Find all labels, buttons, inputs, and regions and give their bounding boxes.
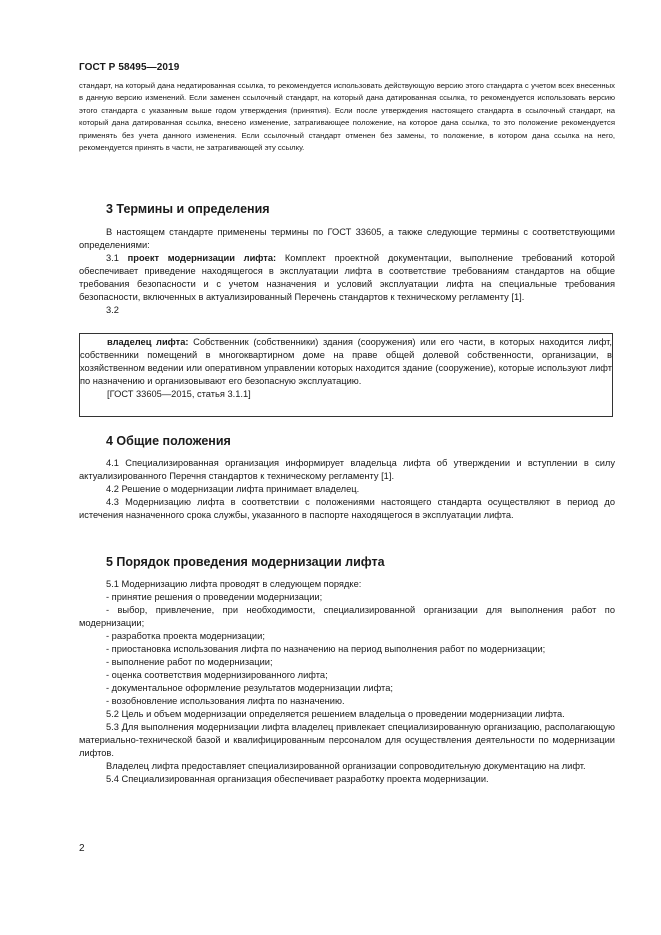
para-5-4: 5.4 Специализированная организация обеспечивает разработку проекта модернизации. bbox=[106, 774, 489, 784]
para-5-3: 5.3 Для выполнения модернизации лифта владелец привлекает специализированную организацию, располагающую материально-технической базой и квалифицированным персоналом для осуществления деятельности по модернизации лифтов. bbox=[79, 722, 615, 758]
document-header: ГОСТ Р 58495—2019 bbox=[79, 62, 180, 73]
intro-text: стандарт, на который дана недатированная ссылка, то рекомендуется использовать действующую версию этого стандарта с учетом всех внесенных в данную версию изменений. Если заменен ссылочный стандарт, на который дана датированная ссылка, то рекомендуется использовать версию этого стандарта с указанным выше годом утверждения (принятия). Если после утверждения настоящего стандарта в ссылочный стандарт, на который дана датированная ссылка, внесено изменение, затрагивающее положение, на которое дана ссылка, то это положение рекомендуется применять без учета данного изменения. Если ссылочный стандарт отменен без замены, то положение, в котором дана ссылка на него, рекомендуется принять в части, не затрагивающей эту ссылку. bbox=[79, 81, 615, 153]
section-5-title: 5 Порядок проведения модернизации лифта bbox=[106, 555, 385, 569]
list-item: - разработка проекта модернизации; bbox=[106, 631, 265, 641]
term-3-1-name: проект модернизации лифта: bbox=[127, 253, 277, 263]
term-3-1: 3.1 проект модернизации лифта: Комплект проектной документации, выполнение требований которой обеспечивает приведение находящегося в эксплуатации лифта в соответствие требованиям стандартов на общие требования безопасности и с учетом назначения и условий эксплуатации лифта на специальные требования безопасности, включенных в актуализированный Перечень стандартов к техническому регламенту [1]. bbox=[79, 253, 615, 302]
section-3-intro: В настоящем стандарте применены термины по ГОСТ 33605, а также следующие термины с соответствующими определениями: bbox=[79, 227, 615, 250]
list-item: - приостановка использования лифта по назначению на период выполнения работ по модернизации; bbox=[106, 644, 546, 654]
term-3-2-box bbox=[79, 333, 613, 417]
para-5-3-b: Владелец лифта предоставляет специализированной организации сопроводительную документацию на лифт. bbox=[106, 761, 586, 771]
term-3-2 bbox=[80, 336, 612, 388]
section-5-body bbox=[79, 578, 615, 786]
term-3-2-definition: Собственник (собственники) здания (сооружения) или его части, в которых находится лифт, собственники помещений в многоквартирном доме на праве общей долевой собственности, организации, в хозяйственном ведении или оперативном управлении которых находится здание (сооружение), которые используют лифт по назначению и организовывают его безопасную эксплуатацию. bbox=[80, 337, 612, 386]
section-4-title: 4 Общие положения bbox=[106, 434, 231, 448]
section-3-title: 3 Термины и определения bbox=[106, 202, 270, 216]
para-5-1: 5.1 Модернизацию лифта проводят в следующем порядке: bbox=[106, 579, 362, 589]
section-4-body bbox=[79, 457, 615, 522]
para-4-3: 4.3 Модернизацию лифта в соответствии с положениями настоящего стандарта осуществляют в период до истечения назначенного срока службы, указанного в паспорте находящегося в эксплуатации лифта. bbox=[79, 497, 615, 520]
term-3-2-number: 3.2 bbox=[106, 305, 119, 315]
term-3-1-definition: Комплект проектной документации, выполнение требований которой обеспечивает приведение находящегося в эксплуатации лифта в соответствие требованиям стандартов на общие требования безопасности и с учетом назначения и условий эксплуатации лифта на специальные требования безопасности, включенных в актуализированный Перечень стандартов к техническому регламенту [1]. bbox=[79, 253, 615, 302]
para-4-2: 4.2 Решение о модернизации лифта принимает владелец. bbox=[106, 484, 360, 494]
list-item: - возобновление использования лифта по назначению. bbox=[106, 696, 345, 706]
term-3-2-name: владелец лифта: bbox=[107, 337, 189, 347]
section-3-body bbox=[79, 226, 615, 317]
list-item: - принятие решения о проведении модернизации; bbox=[106, 592, 323, 602]
list-item: - оценка соответствия модернизированного лифта; bbox=[106, 670, 328, 680]
intro-paragraph bbox=[79, 80, 615, 154]
term-3-2-source: [ГОСТ 33605—2015, статья 3.1.1] bbox=[107, 389, 251, 399]
list-item: - выполнение работ по модернизации; bbox=[106, 657, 273, 667]
list-item: - выбор, привлечение, при необходимости, специализированной организации для выполнения работ по модернизации; bbox=[79, 605, 615, 628]
page-number: 2 bbox=[79, 843, 85, 854]
para-5-2: 5.2 Цель и объем модернизации определяется решением владельца о проведении модернизации лифта. bbox=[106, 709, 565, 719]
para-4-1: 4.1 Специализированная организация информирует владельца лифта об утверждении и вступлении в силу актуализированного Перечня стандартов к техническому регламенту [1]. bbox=[79, 458, 615, 481]
list-item: - документальное оформление результатов модернизации лифта; bbox=[106, 683, 393, 693]
